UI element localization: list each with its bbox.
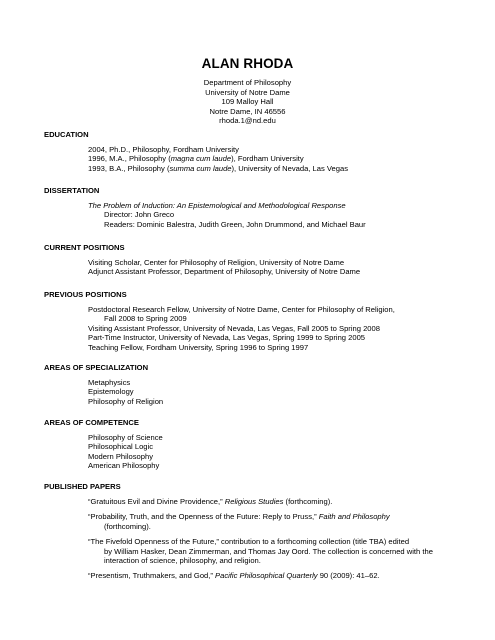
email-address[interactable]: rhoda.1@nd.edu	[219, 116, 276, 126]
cv-header	[0, 56, 495, 126]
current-position-item: Visiting Scholar, Center for Philosophy of Religion, University of Notre Dame	[88, 258, 345, 267]
specialization-item: Philosophy of Religion	[88, 396, 164, 406]
specialization-section	[44, 363, 464, 406]
education-item: 1996, M.A., Philosophy (magna cum laude), Fordham University	[88, 154, 304, 164]
section-title-current-positions: CURRENT POSITIONS	[44, 243, 125, 252]
dissertation-director: Director: John Greco	[104, 210, 175, 220]
current-position-item: Adjunct Assistant Professor, Department of Philosophy, University of Notre Dame	[88, 267, 361, 277]
dissertation-section	[44, 186, 464, 229]
address-line-city: Notre Dame, IN 46556	[209, 106, 286, 116]
competence-item: Modern Philosophy	[88, 451, 154, 461]
address-line-building: 109 Malloy Hall	[221, 97, 274, 107]
section-title-dissertation: DISSERTATION	[44, 186, 100, 195]
dissertation-title: The Problem of Induction: An Epistemological and Methodological Response	[88, 201, 346, 210]
paper-item: “The Fivefold Openness of the Future,” contribution to a forthcoming collection (title TBA) edited by William Hasker, Dean Zimmerman, and Thomas Jay Oord. The collection is concerned with the interaction of science, philosophy, and religion.	[88, 537, 433, 566]
current-positions-section	[44, 243, 464, 277]
section-title-specialization: AREAS OF SPECIALIZATION	[44, 363, 149, 372]
previous-position-item: Visiting Assistant Professor, University of Nevada, Las Vegas, Fall 2005 to Spring 2008	[88, 323, 380, 333]
education-section	[44, 130, 464, 173]
paper-item: “Gratuitous Evil and Divine Providence,” Religious Studies (forthcoming).	[88, 497, 333, 506]
section-title-previous-positions: PREVIOUS POSITIONS	[44, 290, 127, 299]
section-title-education: EDUCATION	[44, 130, 89, 139]
section-title-competence: AREAS OF COMPETENCE	[44, 418, 139, 427]
competence-item: American Philosophy	[88, 461, 160, 471]
previous-position-item: Postdoctoral Research Fellow, University of Notre Dame, Center for Philosophy of Religion,	[88, 305, 395, 314]
competence-item: Philosophical Logic	[88, 442, 154, 452]
address-line-university: University of Notre Dame	[205, 87, 290, 97]
previous-positions-section	[44, 290, 464, 352]
papers-section	[44, 482, 464, 587]
specialization-item: Metaphysics	[88, 378, 131, 387]
dissertation-readers: Readers: Dominic Balestra, Judith Green, John Drummond, and Michael Baur	[104, 219, 366, 229]
section-title-papers: PUBLISHED PAPERS	[44, 482, 121, 491]
competence-item: Philosophy of Science	[88, 433, 163, 442]
previous-position-item: Teaching Fellow, Fordham University, Spring 1996 to Spring 1997	[88, 342, 309, 352]
person-name: ALAN RHODA	[201, 56, 294, 71]
paper-item: “Probability, Truth, and the Openness of the Future: Reply to Pruss,” Faith and Philosophy (forthcoming).	[88, 512, 390, 531]
education-item: 1993, B.A., Philosophy (summa cum laude), University of Nevada, Las Vegas	[88, 163, 349, 173]
address-line-department: Department of Philosophy	[203, 78, 292, 87]
paper-item: “Presentism, Truthmakers, and God,” Pacific Philosophical Quarterly 90 (2009): 41–62.	[88, 571, 380, 581]
specialization-item: Epistemology	[88, 387, 134, 397]
competence-section	[44, 418, 464, 471]
previous-position-continuation: Fall 2008 to Spring 2009	[104, 314, 187, 324]
education-item: 2004, Ph.D., Philosophy, Fordham University	[88, 145, 239, 154]
previous-position-item: Part-Time Instructor, University of Nevada, Las Vegas, Spring 1999 to Spring 2005	[88, 333, 366, 343]
